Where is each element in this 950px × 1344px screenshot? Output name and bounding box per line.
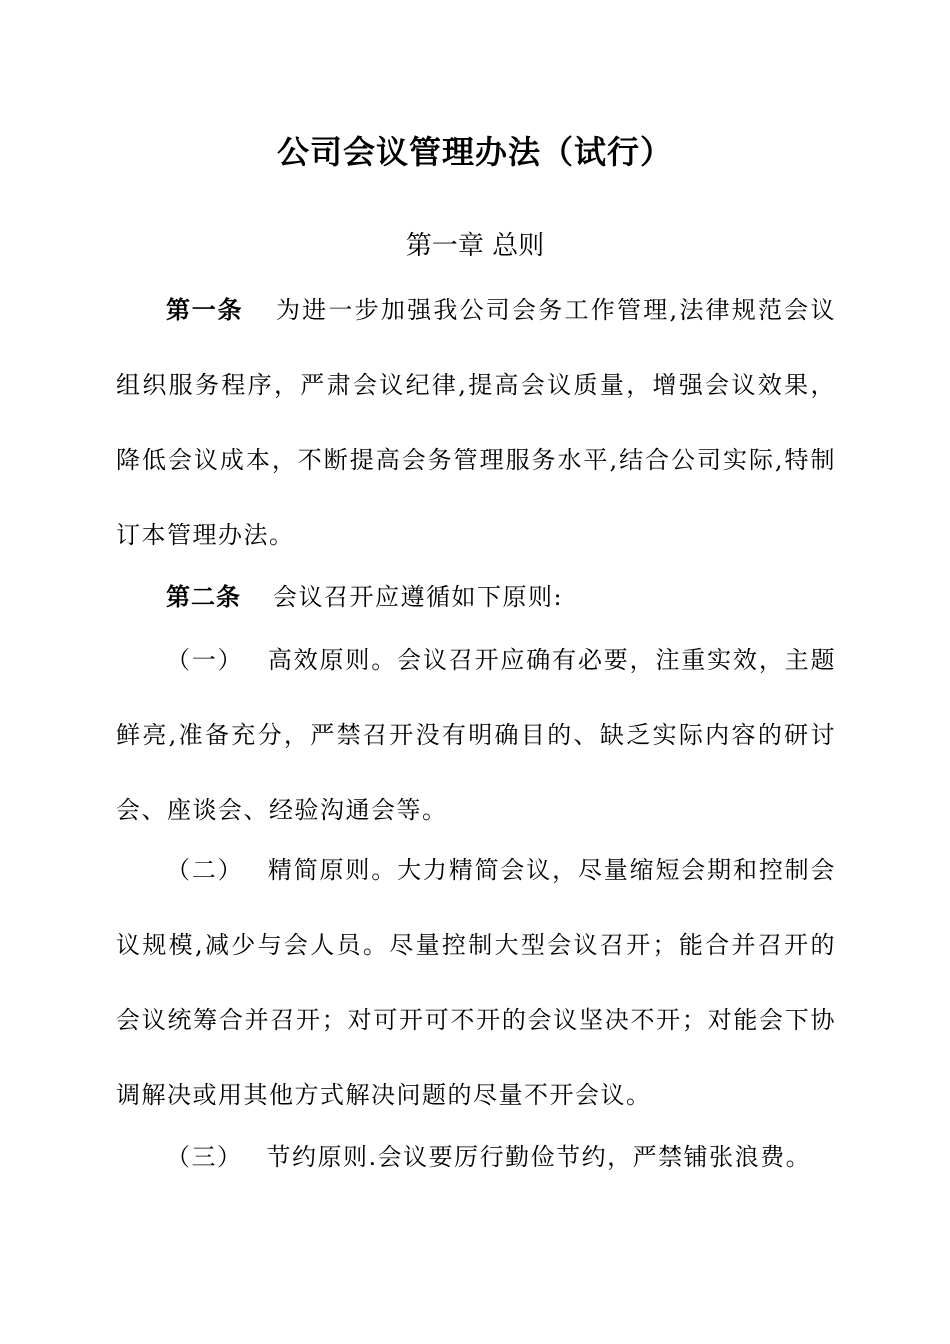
- document-title: 公司会议管理办法（试行）: [276, 133, 673, 171]
- article-1-line: 降低会议成本，不断提高会务管理服务水平,结合公司实际,特制: [116, 446, 836, 474]
- item-1-line: 鲜亮,准备充分，严禁召开没有明确目的、缺乏实际内容的研讨: [116, 721, 836, 749]
- item-3-text: 节约原则.会议要厉行勤俭节约，严禁铺张浪费。: [266, 1143, 812, 1171]
- article-1-text: 为进一步加强我公司会务工作管理,法律规范会议: [275, 296, 836, 324]
- item-2-line: 会议统筹合并召开；对可开可不开的会议坚决不开；对能会下协: [116, 1006, 836, 1034]
- article-1-line: 组织服务程序，严肃会议纪律,提高会议质量，增强会议效果，: [116, 371, 836, 399]
- item-1-label: （一）: [166, 646, 244, 674]
- article-2-text: 会议召开应遵循如下原则:: [273, 583, 564, 611]
- item-2-text: 精简原则。大力精简会议，尽量缩短会期和控制会: [267, 856, 837, 884]
- item-2-first-line: [166, 850, 836, 890]
- item-3-line: [166, 1137, 836, 1177]
- article-1-lead: 第一条: [166, 296, 244, 324]
- article-2-lead: 第二条: [166, 583, 241, 611]
- chapter-heading: 第一章 总则: [405, 231, 545, 261]
- item-2-line: 调解决或用其他方式解决问题的尽量不开会议。: [116, 1081, 652, 1109]
- item-1-line: 会、座谈会、经验沟通会等。: [116, 796, 448, 824]
- item-3-label: （三）: [166, 1143, 243, 1171]
- article-2-line: [166, 577, 836, 617]
- article-1-line: 订本管理办法。: [116, 521, 295, 549]
- item-1-text: 高效原则。会议召开应确有必要，注重实效，主题: [267, 646, 837, 674]
- item-2-line: 议规模,减少与会人员。尽量控制大型会议召开；能合并召开的: [116, 931, 836, 959]
- item-1-first-line: [166, 640, 836, 680]
- item-2-label: （二）: [166, 856, 244, 884]
- article-1-first-line: [166, 290, 836, 330]
